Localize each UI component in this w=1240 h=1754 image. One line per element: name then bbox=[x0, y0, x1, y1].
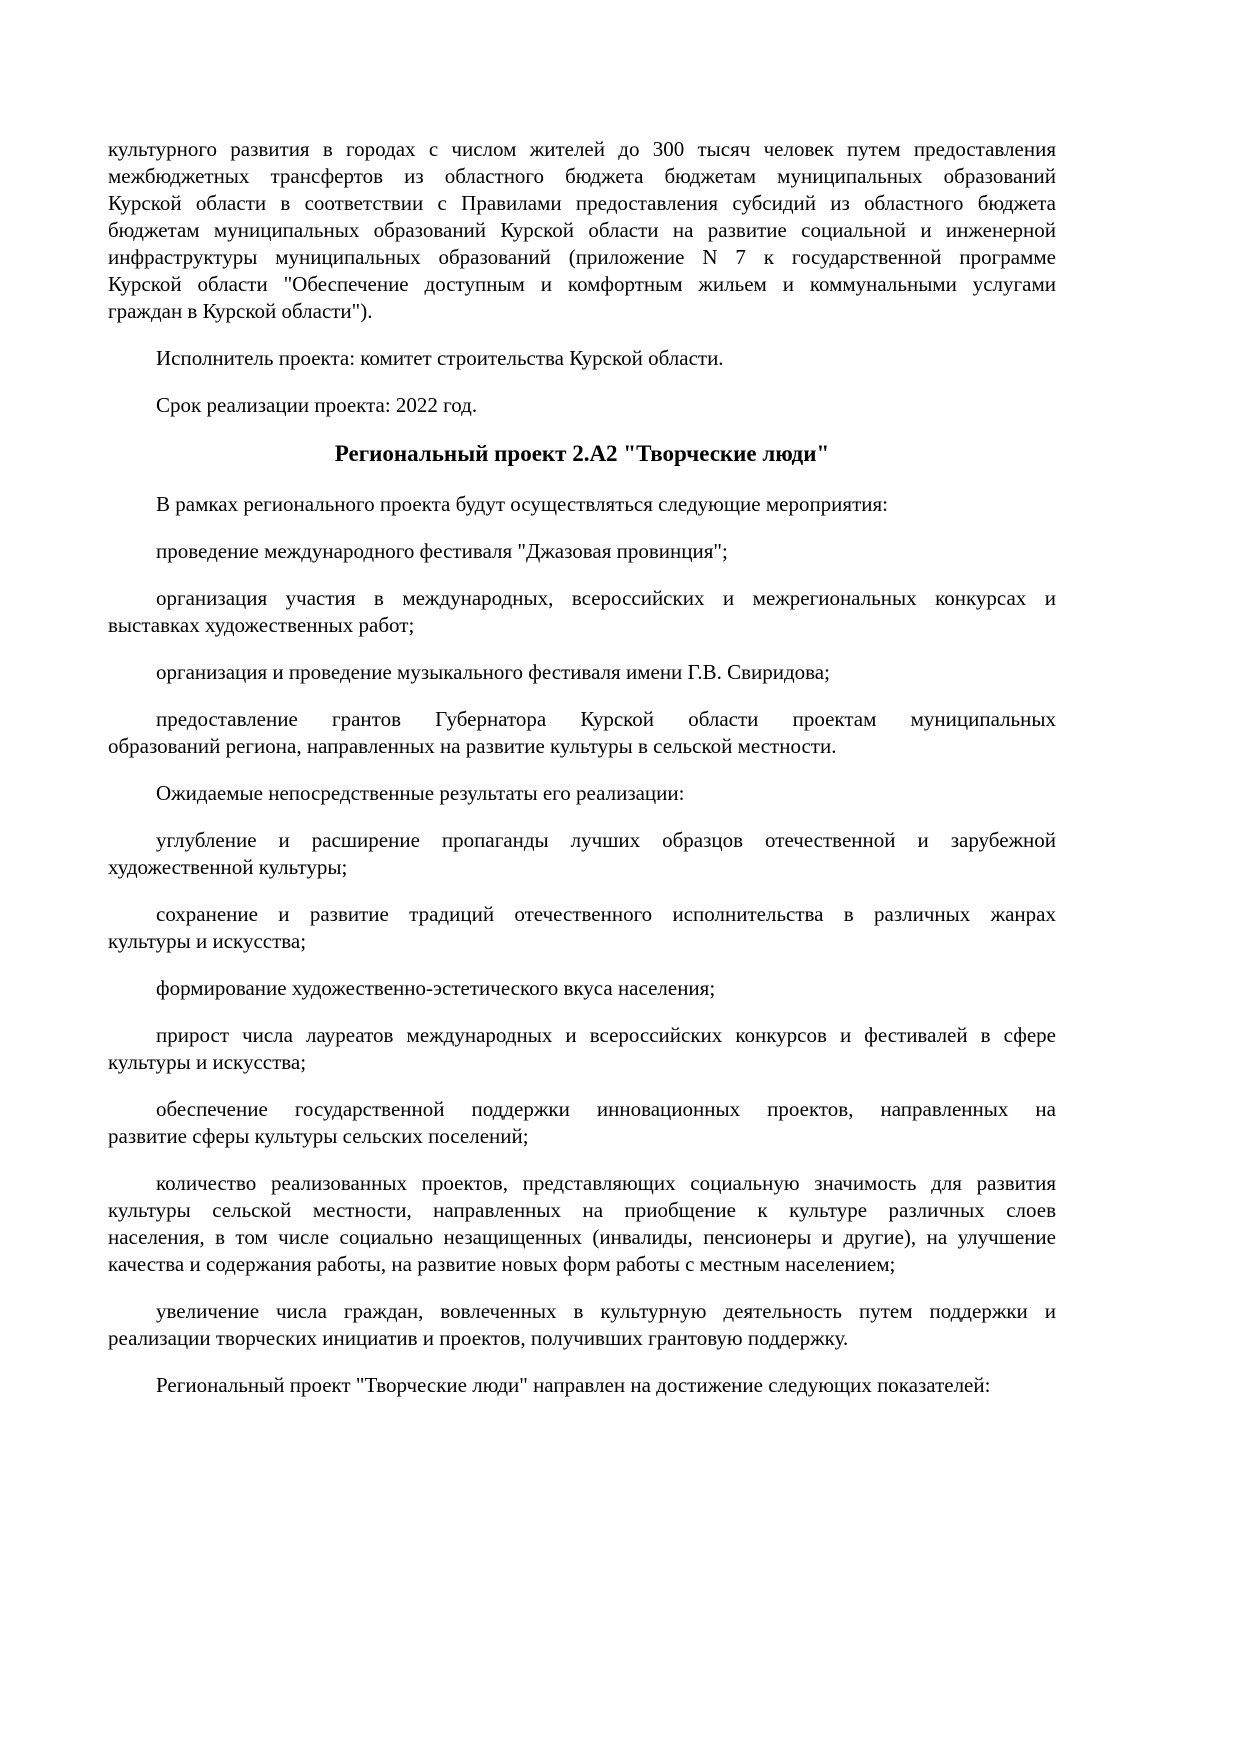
text-line: прирост числа лауреатов международных и всероссийских конкурсов и фестивалей в сфере bbox=[156, 1023, 1056, 1047]
text-line: формирование художественно-эстетического вкуса населения; bbox=[156, 976, 716, 1000]
paragraph bbox=[108, 901, 1056, 955]
text-line: Исполнитель проекта: комитет строительства Курской области. bbox=[156, 346, 724, 370]
text-line: углубление и расширение пропаганды лучших образцов отечественной и зарубежной bbox=[156, 828, 1056, 852]
text-line: обеспечение государственной поддержки инновационных проектов, направленных на bbox=[156, 1097, 1056, 1121]
paragraph bbox=[108, 1096, 1056, 1150]
paragraph bbox=[108, 975, 1056, 1002]
text-line: Региональный проект "Творческие люди" направлен на достижение следующих показателей: bbox=[156, 1373, 991, 1397]
paragraph bbox=[108, 706, 1056, 760]
paragraph bbox=[108, 780, 1056, 807]
text-line: организация участия в международных, всероссийских и межрегиональных конкурсах и bbox=[156, 586, 1056, 610]
text-line: межбюджетных трансфертов из областного бюджета бюджетам муниципальных образований bbox=[108, 164, 1056, 188]
text-line: Ожидаемые непосредственные результаты его реализации: bbox=[156, 781, 685, 805]
text-line: культурного развития в городах с числом жителей до 300 тысяч человек путем предоставления bbox=[108, 137, 1056, 161]
section-after-heading bbox=[108, 491, 1056, 1399]
paragraph bbox=[108, 345, 1056, 372]
text-line: количество реализованных проектов, представляющих социальную значимость для развития bbox=[156, 1171, 1056, 1195]
paragraph bbox=[108, 1170, 1056, 1278]
paragraph bbox=[108, 585, 1056, 639]
paragraph bbox=[108, 491, 1056, 518]
text-line: увеличение числа граждан, вовлеченных в культурную деятельность путем поддержки и bbox=[156, 1299, 1056, 1323]
paragraph bbox=[108, 136, 1056, 325]
text-line: предоставление грантов Губернатора Курской области проектам муниципальных bbox=[156, 707, 1056, 731]
text-line: сохранение и развитие традиций отечественного исполнительства в различных жанрах bbox=[156, 902, 1056, 926]
text-line: культуры сельской местности, направленных на приобщение к культуре различных слоев bbox=[108, 1198, 1056, 1222]
paragraph bbox=[108, 1022, 1056, 1076]
paragraph bbox=[108, 1372, 1056, 1399]
paragraph bbox=[108, 659, 1056, 686]
text-line: выставках художественных работ; bbox=[108, 613, 415, 637]
text-line: В рамках регионального проекта будут осуществляться следующие мероприятия: bbox=[156, 492, 888, 516]
text-line: организация и проведение музыкального фестиваля имени Г.В. Свиридова; bbox=[156, 660, 830, 684]
paragraph bbox=[108, 538, 1056, 565]
paragraph bbox=[108, 392, 1056, 419]
text-line: граждан в Курской области"). bbox=[108, 299, 373, 323]
text-line: культуры и искусства; bbox=[108, 1050, 307, 1074]
document-page bbox=[108, 136, 1056, 1419]
text-line: проведение международного фестиваля "Джазовая провинция"; bbox=[156, 539, 728, 563]
text-line: образований региона, направленных на развитие культуры в сельской местности. bbox=[108, 734, 837, 758]
text-line: художественной культуры; bbox=[108, 855, 348, 879]
text-line: Курской области "Обеспечение доступным и комфортным жильем и коммунальными услугами bbox=[108, 272, 1056, 296]
section-heading: Региональный проект 2.А2 "Творческие люди" bbox=[334, 441, 830, 466]
text-line: населения, в том числе социально незащищенных (инвалиды, пенсионеры и другие), на улучшение bbox=[108, 1225, 1056, 1249]
paragraph bbox=[108, 1298, 1056, 1352]
text-line: культуры и искусства; bbox=[108, 929, 307, 953]
text-line: Срок реализации проекта: 2022 год. bbox=[156, 393, 478, 417]
text-line: инфраструктуры муниципальных образований (приложение N 7 к государственной программе bbox=[108, 245, 1056, 269]
text-line: Курской области в соответствии с Правилами предоставления субсидий из областного бюджета bbox=[108, 191, 1056, 215]
section-before-heading bbox=[108, 136, 1056, 419]
text-line: качества и содержания работы, на развитие новых форм работы с местным населением; bbox=[108, 1252, 896, 1276]
paragraph bbox=[108, 827, 1056, 881]
text-line: развитие сферы культуры сельских поселений; bbox=[108, 1124, 529, 1148]
text-line: реализации творческих инициатив и проектов, получивших грантовую поддержку. bbox=[108, 1326, 849, 1350]
text-line: бюджетам муниципальных образований Курской области на развитие социальной и инженерной bbox=[108, 218, 1056, 242]
